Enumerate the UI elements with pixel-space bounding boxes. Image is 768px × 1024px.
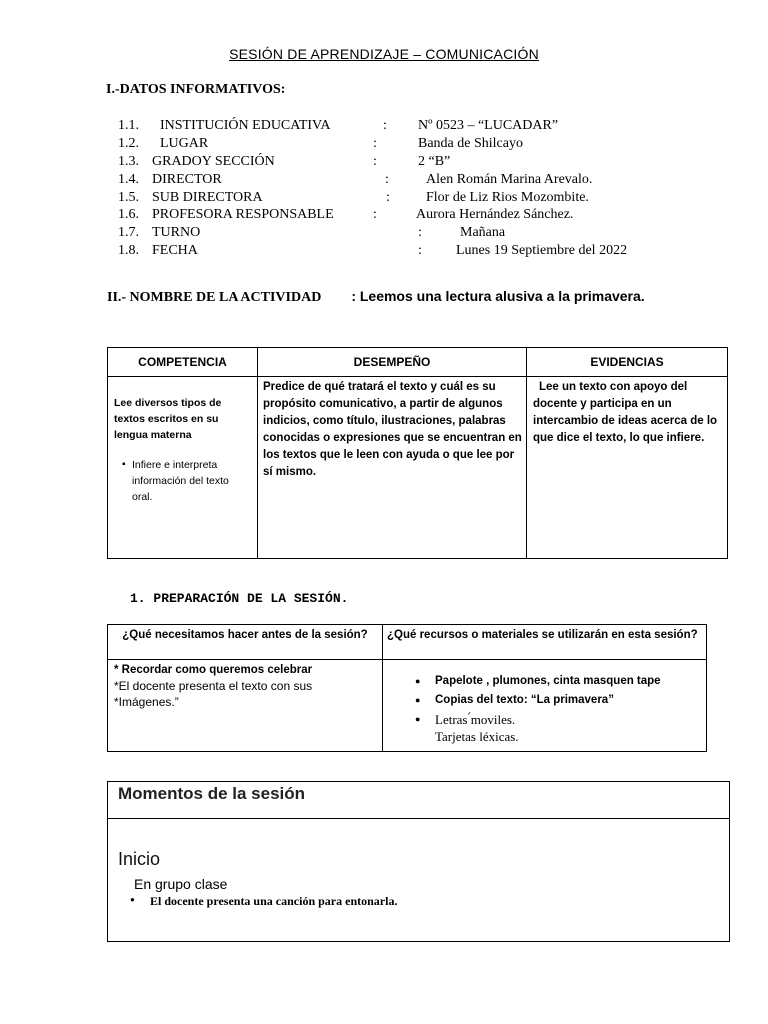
activity-name (107, 284, 667, 310)
info-label: FECHA (152, 243, 198, 258)
info-label: PROFESORA RESPONSABLE (152, 207, 334, 222)
header-resources: ¿Qué recursos o materiales se utilizarán en esta sesión? (383, 625, 707, 660)
info-value: Lunes 19 Septiembre del 2022 (456, 243, 628, 258)
evidencias-text: Lee un texto con apoyo del docente y participa en un intercambio de ideas acerca de lo que dice el texto, lo que infiere. (533, 381, 718, 444)
activity-label: II.- NOMBRE DE LA ACTIVIDAD (107, 290, 322, 305)
cell-competencia (108, 377, 258, 559)
info-value: Flor de Liz Rios Mozombite. (426, 190, 589, 205)
info-row (0, 225, 768, 243)
inicio-item: ● El docente presenta una canción para entonarla. (150, 894, 729, 909)
resource-extra: Tarjetas léxicas. (435, 729, 519, 744)
resource-item: ● Papelote , plumones, cinta masquen tape (435, 672, 706, 691)
header-before-session: ¿Qué necesitamos hacer antes de la sesión? (108, 625, 383, 660)
info-number: 1.7. (118, 225, 139, 240)
info-separator: : (385, 172, 389, 187)
cell-desempeno: Predice de qué tratará el texto y cuál es su propósito comunicativo, a partir de algunos indicios, como título, ilustraciones, palabras conocidas o expresiones que se encuentran en los textos que le leen con ayuda o que lee por sí mismo. (258, 377, 527, 559)
competencia-bullet: ▪ Infiere e interpreta información del texto oral. (124, 457, 251, 505)
info-number: 1.2. (118, 136, 139, 151)
document-title: SESIÓN DE APRENDIZAJE – COMUNICACIÓN (229, 46, 539, 62)
info-separator: : (418, 243, 422, 258)
competencia-list (114, 457, 251, 505)
preparation-heading: 1. PREPARACIÓN DE LA SESIÓN. (130, 591, 349, 606)
resource-item: ● Copias del texto: “La primavera” (435, 691, 706, 710)
info-label: DIRECTOR (152, 172, 222, 187)
moments-title: Momentos de la sesión (118, 784, 306, 803)
section-heading-datos: I.-DATOS INFORMATIVOS: (106, 82, 286, 97)
info-label: GRADOY SECCIÓN (152, 154, 275, 169)
activity-value: : Leemos una lectura alusiva a la primavera. (351, 288, 645, 304)
resources-list (411, 672, 706, 729)
cell-resources (383, 660, 707, 752)
moments-title-cell (108, 782, 730, 819)
header-evidencias: EVIDENCIAS (527, 348, 728, 377)
info-separator: : (418, 225, 422, 240)
inicio-heading: Inicio (118, 849, 161, 869)
info-row (0, 136, 768, 154)
info-value: Mañana (460, 225, 506, 240)
info-row (0, 190, 768, 208)
info-label: TURNO (152, 225, 201, 240)
resource-item: ● Letras ́moviles. (435, 710, 706, 729)
info-row (0, 207, 768, 225)
info-separator: : (373, 136, 377, 151)
info-separator: : (373, 154, 377, 169)
competency-table (107, 347, 728, 559)
info-value: 2 “B” (418, 154, 451, 169)
info-value: Aurora Hernández Sánchez. (416, 207, 574, 222)
info-number: 1.3. (118, 154, 139, 169)
header-competencia: COMPETENCIA (108, 348, 258, 377)
before-item: *El docente presenta el texto con sus *Imágenes.” (114, 679, 313, 709)
info-number: 1.1. (118, 118, 139, 133)
cell-before-session (108, 660, 383, 752)
preparation-table (107, 624, 707, 752)
info-number: 1.4. (118, 172, 139, 187)
info-separator: : (383, 118, 387, 133)
grupo-label: En grupo clase (134, 876, 228, 892)
header-desempeno: DESEMPEÑO (258, 348, 527, 377)
info-separator: : (373, 207, 377, 222)
info-value: Nº 0523 – “LUCADAR” (418, 118, 559, 133)
info-label: SUB DIRECTORA (152, 190, 263, 205)
info-label: LUGAR (160, 136, 209, 151)
competencia-text: Lee diversos tipos de textos escritos en su lengua materna (114, 397, 222, 441)
info-number: 1.5. (118, 190, 139, 205)
info-separator: : (386, 190, 390, 205)
info-row (0, 154, 768, 172)
info-number: 1.8. (118, 243, 139, 258)
info-number: 1.6. (118, 207, 139, 222)
info-row (0, 243, 768, 261)
moments-table (107, 781, 730, 942)
info-row (0, 118, 768, 136)
info-value: Banda de Shilcayo (418, 136, 523, 151)
cell-evidencias (527, 377, 728, 559)
info-label: INSTITUCIÓN EDUCATIVA (160, 118, 331, 133)
info-value: Alen Román Marina Arevalo. (426, 172, 593, 187)
info-row (0, 172, 768, 190)
moments-body-cell (108, 819, 730, 942)
before-item: * Recordar como queremos celebrar (114, 664, 313, 676)
